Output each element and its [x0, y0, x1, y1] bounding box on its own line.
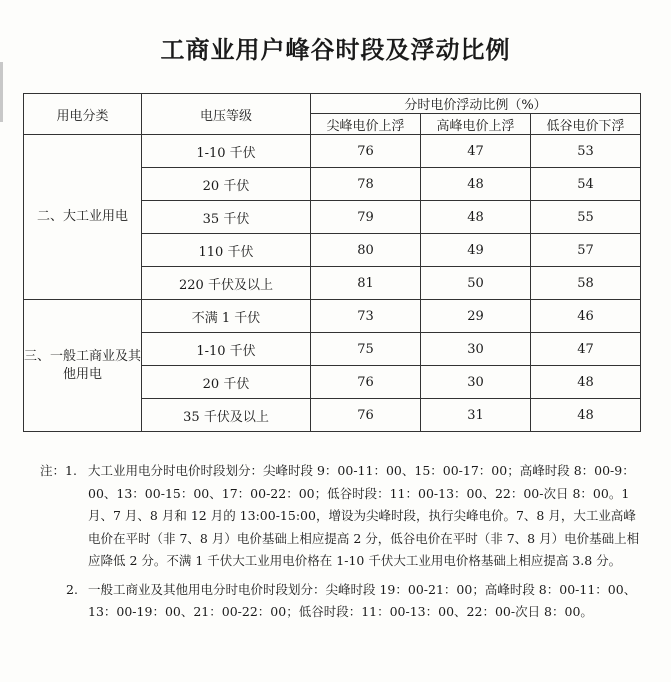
voltage-cell: 不满 1 千伏: [142, 300, 311, 333]
voltage-cell: 220 千伏及以上: [142, 267, 311, 300]
voltage-cell: 35 千伏: [142, 201, 311, 234]
valley-cell: 48: [531, 366, 641, 399]
peak-cell: 50: [421, 267, 531, 300]
sharp-cell: 73: [311, 300, 421, 333]
sharp-cell: 81: [311, 267, 421, 300]
header-ratio-group: 分时电价浮动比例（%）: [311, 94, 641, 114]
peak-cell: 48: [421, 168, 531, 201]
valley-cell: 58: [531, 267, 641, 300]
peak-cell: 48: [421, 201, 531, 234]
valley-cell: 46: [531, 300, 641, 333]
sharp-cell: 76: [311, 366, 421, 399]
header-sharp: 尖峰电价上浮: [311, 114, 421, 135]
category-cell: 三、一般工商业及其他用电: [24, 300, 142, 432]
voltage-cell: 35 千伏及以上: [142, 399, 311, 432]
valley-cell: 55: [531, 201, 641, 234]
valley-cell: 54: [531, 168, 641, 201]
note-1-text: 大工业用电分时电价时段划分：尖峰时段 9：00-11：00、15：00-17：00；高峰时段 8：00-9：00、13：00-15：00、17：00-22：00；低谷时段：11：00-13：00、22：00-次日 8：00。1 月、7 月、8 月和 12 月的 13:00-15:00，增设为尖峰时段，执行尖峰电价。7、8 月，大工业高峰电价在平时（非 7、8 月）电价基础上相应提高 2 分，低谷电价在平时（非 7、8 月）电价基础上相应降低 2 分。不满 1 千伏大工业用电价格在 1-10 千伏大工业用电价格基础上相应提高 3.8 分。: [88, 463, 640, 568]
peak-cell: 30: [421, 366, 531, 399]
note-1: [40, 460, 640, 573]
valley-cell: 47: [531, 333, 641, 366]
table-row: [24, 300, 641, 333]
note-2-label: 2.: [66, 581, 78, 597]
valley-cell: 48: [531, 399, 641, 432]
header-valley: 低谷电价下浮: [531, 114, 641, 135]
header-category: 用电分类: [24, 94, 142, 135]
notes-section: [40, 460, 640, 624]
sharp-cell: 75: [311, 333, 421, 366]
valley-cell: 57: [531, 234, 641, 267]
valley-cell: 53: [531, 135, 641, 168]
category-cell: 二、大工业用电: [24, 135, 142, 300]
sharp-cell: 80: [311, 234, 421, 267]
header-voltage: 电压等级: [142, 94, 311, 135]
note-1-label: 注：1.: [40, 463, 77, 478]
peak-cell: 49: [421, 234, 531, 267]
sharp-cell: 76: [311, 135, 421, 168]
voltage-cell: 20 千伏: [142, 366, 311, 399]
voltage-cell: 20 千伏: [142, 168, 311, 201]
peak-cell: 47: [421, 135, 531, 168]
sharp-cell: 76: [311, 399, 421, 432]
header-peak: 高峰电价上浮: [421, 114, 531, 135]
voltage-cell: 1-10 千伏: [142, 333, 311, 366]
note-2-text: 一般工商业及其他用电分时电价时段划分：尖峰时段 19：00-21：00；高峰时段 8：00-11：00、13：00-19：00、21：00-22：00；低谷时段：11：00-13：00、22：00-次日 8：00。: [88, 581, 637, 619]
sharp-cell: 78: [311, 168, 421, 201]
peak-cell: 31: [421, 399, 531, 432]
table-row: [24, 135, 641, 168]
voltage-cell: 110 千伏: [142, 234, 311, 267]
peak-cell: 29: [421, 300, 531, 333]
page-title: 工商业用户峰谷时段及浮动比例: [160, 35, 511, 64]
page-edge-mark: [0, 62, 3, 122]
peak-cell: 30: [421, 333, 531, 366]
tariff-table: [23, 93, 641, 432]
note-2: [40, 579, 640, 624]
voltage-cell: 1-10 千伏: [142, 135, 311, 168]
sharp-cell: 79: [311, 201, 421, 234]
